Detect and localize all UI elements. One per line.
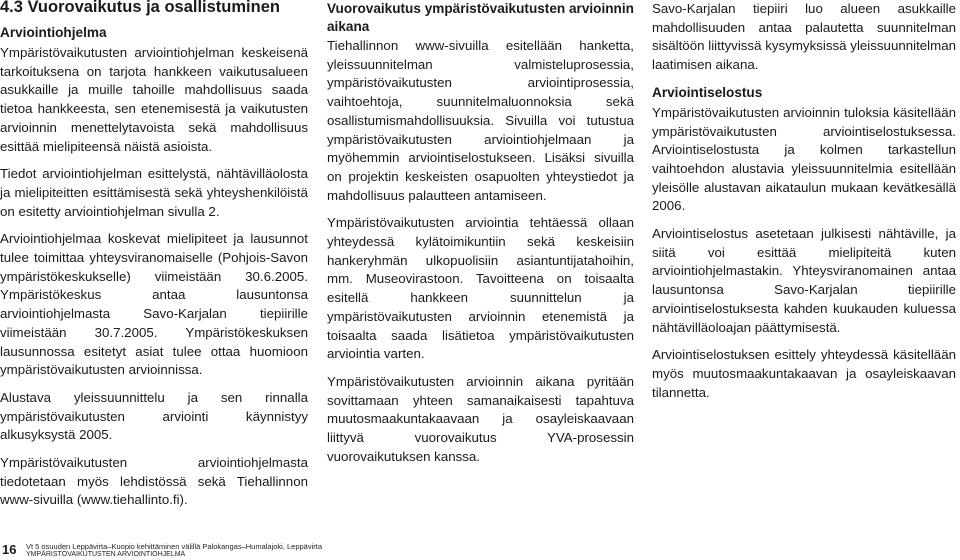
paragraph: Arviointiselostus asetetaan julkisesti nähtäville, ja siitä voi esittää mielipiteitä kuten arviointiohjelmastakin. Yhteysviranomainen antaa lausuntonsa Savo-Karjalan tiepiirille arviointiselostuksesta kahden kuukauden kuluessa nähtävilläoloajan päättymisestä.: [652, 226, 956, 335]
paragraph: Alustava yleissuunnittelu ja sen rinnalla ympäristövaikutusten arviointi käynnistyy alkusyksystä 2005.: [0, 389, 308, 443]
page-footer: [0, 540, 960, 560]
paragraph: Ympäristövaikutusten arviointiohjelman keskeisenä tarkoituksena on tarjota hankkeen vaikutusalueen asukkaille ja muille tahoille mahdollisuus saada tietoa hankkeesta, sen etenemisestä ja vaikutusten arvioinnin menettelytavoista sekä mahdollisuus esittää mielipiteensä näistä asioista.: [0, 45, 308, 154]
paragraph: Arviointiohjelmaa koskevat mielipiteet ja lausunnot tulee toimittaa yhteysviranomaiselle (Pohjois-Savon ympäristökeskukselle) viimeistään 30.6.2005. Ympäristökeskus antaa lausuntonsa arviointiohjelmasta Savo-Karjalan tiepiirille viimeistään 30.7.2005. Ympäristökeskuksen lausunnossa esitetyt asiat tulee ottaa huomioon ympäristövaikutusten arvioinnissa.: [0, 231, 308, 378]
paragraph: Savo-Karjalan tiepiiri luo alueen asukkaille mahdollisuuden antaa palautetta suunnitelman sisältöön liittyvissä kysymyksissä yleissuunnitelman laatimisen aikana.: [652, 1, 956, 73]
paragraph: Ympäristövaikutusten arvioinnin aikana pyritään sovittamaan yhteen samanaikaisesti tapahtuva muutosmaakuntakaavaan ja osayleiskaavaan liittyvä vuorovaikutus YVA-prosessin vuorovaikutuksen kanssa.: [327, 373, 634, 464]
paragraph: Tiedot arviointiohjelman esittelystä, nähtävilläolosta ja mielipiteitten esittämisestä sekä yhteyshenkilöistä on esitetty arviointiohjelman sivulla 2.: [0, 166, 308, 219]
subheading-vuorovaikutus: Vuorovaikutus ympäristövaikutusten arvioinnin aikana: [327, 1, 634, 34]
column-2: [327, 0, 634, 475]
paragraph: Tiehallinnon www-sivuilla esitellään hanketta, yleissuunnitelman valmisteluprosessia, ympäristövaikutusten arviointiprosessia, vaihtoehtoja, suunnitelmaluonnoksia sekä osallistumismahdollisuuksia. Sivuilla voi tutustua ympäristövaikutusten arviointiohjelmaan ja myöhemmin arviointiselostukseen. Lisäksi sivuilla on projektin keskeisten osapuolten yhteystiedot ja mahdollisuus palautteen antamiseen.: [327, 38, 634, 203]
subheading-arviointiselostus: Arviointiselostus: [652, 84, 763, 100]
footer-document-title: YMPÄRISTÖVAIKUTUSTEN ARVIOINTIOHJELMA: [26, 551, 186, 558]
paragraph: Ympäristövaikutusten arviointiohjelmasta tiedotetaan myös lehdistössä sekä Tiehallinnon www-sivuilla (www.tiehallinto.fi).: [0, 455, 308, 508]
paragraph: Ympäristövaikutusten arvioinnin tuloksia käsitellään ympäristövaikutusten arviointiselostuksessa. Arviointiselostusta ja kolmen tarkastellun vaihtoehdon alustavia yleissuunnitelmia esitellään yleisölle alustavan aikataulun mukaan kevätkesällä 2006.: [652, 104, 956, 214]
section-title: 4.3 Vuorovaikutus ja osallistuminen: [0, 0, 280, 16]
column-1: [0, 0, 308, 519]
column-3: [652, 0, 956, 411]
footer-project-title: Vt 5 osuuden Leppävirta–Kuopio kehittäminen välillä Palokangas–Humalajoki, Leppävirta: [26, 542, 323, 551]
page-number: 16: [2, 542, 17, 557]
subheading-arviointiohjelma: Arviointiohjelma: [0, 25, 107, 40]
paragraph: Arviointiselostuksen esittely yhteydessä käsitellään myös muutosmaakuntakaavan ja osayleiskaavan tilannetta.: [652, 347, 956, 400]
paragraph: Ympäristövaikutusten arviointia tehtäessä ollaan yhteydessä kylätoimikuntiin sekä keskeisiin hankeryhmän ulkopuolisiin asiantuntijatahoihin, mm. Museovirastoon. Tavoitteena on toisaalta esitellä hankkeen suunnittelun ja ympäristövaikutusten arvioinnin etenemistä ja toisaalta saada lisätietoa ympäristövaikutusten arviointia varten.: [327, 215, 634, 362]
